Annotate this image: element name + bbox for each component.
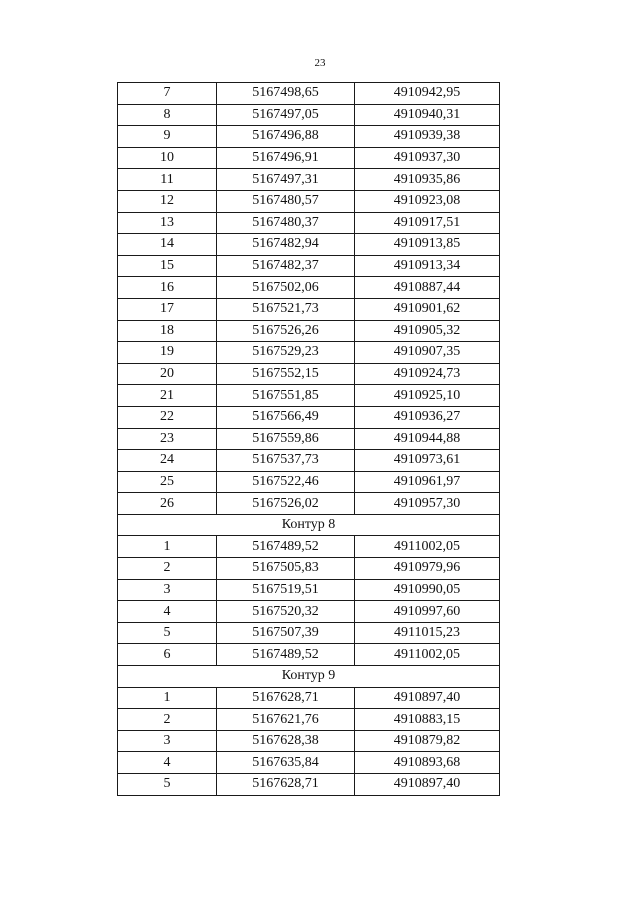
point-number-cell: 5 — [118, 774, 217, 796]
table-row — [118, 385, 500, 407]
table-row — [118, 234, 500, 256]
y-coordinate-cell: 4910957,30 — [355, 493, 500, 515]
table-row — [118, 730, 500, 752]
y-coordinate-cell: 4910887,44 — [355, 277, 500, 299]
table-row — [118, 342, 500, 364]
y-coordinate-cell: 4910940,31 — [355, 104, 500, 126]
x-coordinate-cell: 5167496,88 — [217, 126, 355, 148]
x-coordinate-cell: 5167480,57 — [217, 190, 355, 212]
point-number-cell: 2 — [118, 558, 217, 580]
page-number: 23 — [314, 57, 326, 69]
x-coordinate-cell: 5167628,38 — [217, 730, 355, 752]
y-coordinate-cell: 4910917,51 — [355, 212, 500, 234]
x-coordinate-cell: 5167482,37 — [217, 255, 355, 277]
table-row — [118, 190, 500, 212]
point-number-cell: 5 — [118, 622, 217, 644]
y-coordinate-cell: 4910901,62 — [355, 298, 500, 320]
y-coordinate-cell: 4910925,10 — [355, 385, 500, 407]
contour-heading: Контур 8 — [118, 514, 500, 536]
x-coordinate-cell: 5167502,06 — [217, 277, 355, 299]
y-coordinate-cell: 4910961,97 — [355, 471, 500, 493]
point-number-cell: 3 — [118, 579, 217, 601]
x-coordinate-cell: 5167498,65 — [217, 83, 355, 105]
x-coordinate-cell: 5167497,05 — [217, 104, 355, 126]
point-number-cell: 21 — [118, 385, 217, 407]
point-number-cell: 4 — [118, 601, 217, 623]
table-row — [118, 169, 500, 191]
table-row — [118, 709, 500, 731]
y-coordinate-cell: 4910897,40 — [355, 774, 500, 796]
y-coordinate-cell: 4910897,40 — [355, 687, 500, 709]
table-row — [118, 558, 500, 580]
table-row — [118, 126, 500, 148]
y-coordinate-cell: 4910893,68 — [355, 752, 500, 774]
x-coordinate-cell: 5167635,84 — [217, 752, 355, 774]
y-coordinate-cell: 4910979,96 — [355, 558, 500, 580]
x-coordinate-cell: 5167489,52 — [217, 644, 355, 666]
x-coordinate-cell: 5167526,02 — [217, 493, 355, 515]
y-coordinate-cell: 4910923,08 — [355, 190, 500, 212]
y-coordinate-cell: 4910944,88 — [355, 428, 500, 450]
y-coordinate-cell: 4910936,27 — [355, 406, 500, 428]
y-coordinate-cell: 4911002,05 — [355, 536, 500, 558]
point-number-cell: 10 — [118, 147, 217, 169]
x-coordinate-cell: 5167496,91 — [217, 147, 355, 169]
x-coordinate-cell: 5167522,46 — [217, 471, 355, 493]
point-number-cell: 6 — [118, 644, 217, 666]
point-number-cell: 9 — [118, 126, 217, 148]
x-coordinate-cell: 5167521,73 — [217, 298, 355, 320]
y-coordinate-cell: 4911002,05 — [355, 644, 500, 666]
x-coordinate-cell: 5167519,51 — [217, 579, 355, 601]
table-row — [118, 644, 500, 666]
table-row — [118, 471, 500, 493]
y-coordinate-cell: 4910879,82 — [355, 730, 500, 752]
point-number-cell: 25 — [118, 471, 217, 493]
table-row — [118, 428, 500, 450]
x-coordinate-cell: 5167537,73 — [217, 450, 355, 472]
x-coordinate-cell: 5167505,83 — [217, 558, 355, 580]
y-coordinate-cell: 4910997,60 — [355, 601, 500, 623]
y-coordinate-cell: 4910883,15 — [355, 709, 500, 731]
table-row — [118, 363, 500, 385]
x-coordinate-cell: 5167482,94 — [217, 234, 355, 256]
table-row — [118, 298, 500, 320]
table-row — [118, 774, 500, 796]
y-coordinate-cell: 4910937,30 — [355, 147, 500, 169]
table-row — [118, 255, 500, 277]
table-row — [118, 147, 500, 169]
point-number-cell: 16 — [118, 277, 217, 299]
x-coordinate-cell: 5167559,86 — [217, 428, 355, 450]
y-coordinate-cell: 4910907,35 — [355, 342, 500, 364]
x-coordinate-cell: 5167497,31 — [217, 169, 355, 191]
table-row — [118, 320, 500, 342]
y-coordinate-cell: 4910913,34 — [355, 255, 500, 277]
y-coordinate-cell: 4910942,95 — [355, 83, 500, 105]
y-coordinate-cell: 4910924,73 — [355, 363, 500, 385]
point-number-cell: 1 — [118, 536, 217, 558]
table-row — [118, 450, 500, 472]
table-row — [118, 601, 500, 623]
point-number-cell: 22 — [118, 406, 217, 428]
point-number-cell: 8 — [118, 104, 217, 126]
x-coordinate-cell: 5167621,76 — [217, 709, 355, 731]
x-coordinate-cell: 5167628,71 — [217, 687, 355, 709]
point-number-cell: 19 — [118, 342, 217, 364]
x-coordinate-cell: 5167480,37 — [217, 212, 355, 234]
point-number-cell: 11 — [118, 169, 217, 191]
table-row — [118, 579, 500, 601]
table-row — [118, 277, 500, 299]
coordinates-table-body — [118, 83, 500, 796]
table-row — [118, 83, 500, 105]
x-coordinate-cell: 5167507,39 — [217, 622, 355, 644]
y-coordinate-cell: 4910990,05 — [355, 579, 500, 601]
point-number-cell: 4 — [118, 752, 217, 774]
x-coordinate-cell: 5167489,52 — [217, 536, 355, 558]
x-coordinate-cell: 5167529,23 — [217, 342, 355, 364]
contour-heading-row — [118, 666, 500, 688]
point-number-cell: 20 — [118, 363, 217, 385]
point-number-cell: 17 — [118, 298, 217, 320]
point-number-cell: 2 — [118, 709, 217, 731]
table-row — [118, 622, 500, 644]
y-coordinate-cell: 4910973,61 — [355, 450, 500, 472]
point-number-cell: 26 — [118, 493, 217, 515]
table-row — [118, 104, 500, 126]
x-coordinate-cell: 5167520,32 — [217, 601, 355, 623]
contour-heading-row — [118, 514, 500, 536]
point-number-cell: 1 — [118, 687, 217, 709]
table-row — [118, 752, 500, 774]
x-coordinate-cell: 5167566,49 — [217, 406, 355, 428]
table-row — [118, 687, 500, 709]
point-number-cell: 15 — [118, 255, 217, 277]
contour-heading: Контур 9 — [118, 666, 500, 688]
x-coordinate-cell: 5167552,15 — [217, 363, 355, 385]
point-number-cell: 18 — [118, 320, 217, 342]
point-number-cell: 14 — [118, 234, 217, 256]
table-row — [118, 212, 500, 234]
point-number-cell: 24 — [118, 450, 217, 472]
point-number-cell: 7 — [118, 83, 217, 105]
x-coordinate-cell: 5167526,26 — [217, 320, 355, 342]
coordinates-table — [117, 82, 500, 796]
point-number-cell: 13 — [118, 212, 217, 234]
point-number-cell: 23 — [118, 428, 217, 450]
point-number-cell: 12 — [118, 190, 217, 212]
y-coordinate-cell: 4910939,38 — [355, 126, 500, 148]
table-row — [118, 536, 500, 558]
x-coordinate-cell: 5167628,71 — [217, 774, 355, 796]
x-coordinate-cell: 5167551,85 — [217, 385, 355, 407]
point-number-cell: 3 — [118, 730, 217, 752]
table-row — [118, 406, 500, 428]
y-coordinate-cell: 4910905,32 — [355, 320, 500, 342]
table-row — [118, 493, 500, 515]
y-coordinate-cell: 4910935,86 — [355, 169, 500, 191]
y-coordinate-cell: 4910913,85 — [355, 234, 500, 256]
y-coordinate-cell: 4911015,23 — [355, 622, 500, 644]
